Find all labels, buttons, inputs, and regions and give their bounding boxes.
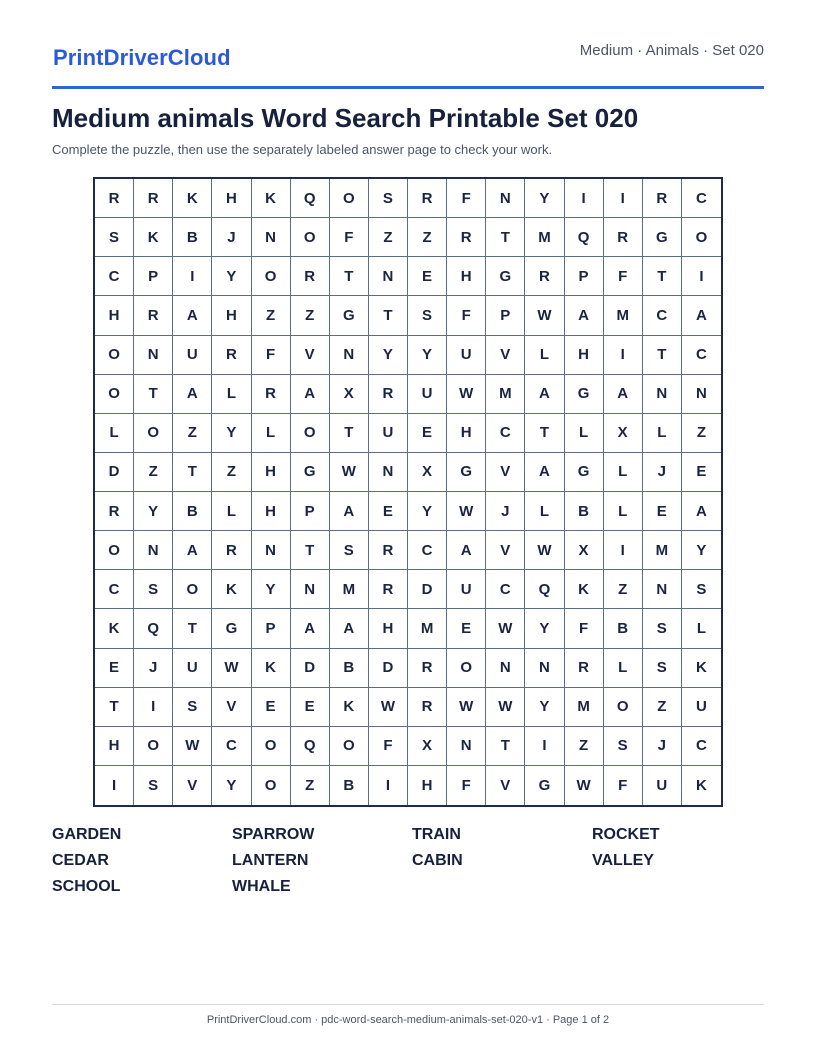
grid-cell[interactable]: L <box>565 414 604 453</box>
grid-cell[interactable]: M <box>565 688 604 727</box>
grid-cell[interactable]: R <box>95 492 134 531</box>
page-footer: PrintDriverCloud.com · pdc-word-search-medium-animals-set-020-v1 · Page 1 of 2 <box>206 1014 610 1026</box>
grid-cell[interactable]: W <box>565 766 604 805</box>
grid-cell[interactable]: Q <box>291 179 330 218</box>
grid-cell[interactable]: Z <box>252 296 291 335</box>
grid-cell[interactable]: Z <box>604 570 643 609</box>
grid-cell[interactable]: V <box>212 688 251 727</box>
grid-cell[interactable]: A <box>330 492 369 531</box>
grid-cell[interactable]: N <box>252 531 291 570</box>
grid-cell[interactable]: L <box>212 492 251 531</box>
grid-cell[interactable]: T <box>643 336 682 375</box>
grid-cell[interactable]: G <box>291 453 330 492</box>
grid-cell[interactable]: R <box>408 649 447 688</box>
grid-cell[interactable]: O <box>330 179 369 218</box>
puzzle-meta: Medium · Animals · Set 020 <box>579 42 764 59</box>
grid-cell[interactable]: G <box>447 453 486 492</box>
grid-cell[interactable]: X <box>408 727 447 766</box>
grid-cell[interactable]: U <box>447 570 486 609</box>
grid-cell[interactable]: L <box>604 453 643 492</box>
grid-cell[interactable]: X <box>408 453 447 492</box>
grid-cell[interactable]: G <box>330 296 369 335</box>
grid-cell[interactable]: E <box>408 257 447 296</box>
grid-cell[interactable]: Y <box>252 570 291 609</box>
grid-cell[interactable]: Y <box>134 492 173 531</box>
grid-cell[interactable]: Q <box>525 570 564 609</box>
grid-cell[interactable]: U <box>173 336 212 375</box>
grid-cell[interactable]: O <box>173 570 212 609</box>
grid-cell[interactable]: Z <box>643 688 682 727</box>
grid-cell[interactable]: R <box>212 531 251 570</box>
grid-cell[interactable]: S <box>95 218 134 257</box>
word-list-item: CEDAR <box>52 852 109 869</box>
grid-cell[interactable]: N <box>134 336 173 375</box>
grid-cell[interactable]: A <box>565 296 604 335</box>
grid-cell[interactable]: O <box>95 336 134 375</box>
grid-cell[interactable]: I <box>604 179 643 218</box>
grid-cell[interactable]: G <box>525 766 564 805</box>
grid-cell[interactable]: Z <box>291 296 330 335</box>
grid-cell[interactable]: P <box>291 492 330 531</box>
grid-cell[interactable]: E <box>408 414 447 453</box>
grid-cell[interactable]: M <box>604 296 643 335</box>
grid-cell[interactable]: M <box>486 375 525 414</box>
grid-cell[interactable]: H <box>408 766 447 805</box>
grid-cell[interactable]: P <box>134 257 173 296</box>
grid-cell[interactable]: E <box>369 492 408 531</box>
grid-cell[interactable]: O <box>291 414 330 453</box>
grid-cell[interactable]: W <box>486 609 525 648</box>
grid-cell[interactable]: V <box>486 453 525 492</box>
grid-cell[interactable]: L <box>682 609 721 648</box>
grid-cell[interactable]: D <box>95 453 134 492</box>
grid-cell[interactable]: R <box>565 649 604 688</box>
grid-cell[interactable]: F <box>565 609 604 648</box>
grid-cell[interactable]: R <box>369 531 408 570</box>
grid-cell[interactable]: R <box>134 296 173 335</box>
grid-cell[interactable]: K <box>173 179 212 218</box>
grid-cell[interactable]: B <box>173 218 212 257</box>
grid-cell[interactable]: U <box>408 375 447 414</box>
grid-cell[interactable]: S <box>369 179 408 218</box>
grid-cell[interactable]: I <box>682 257 721 296</box>
brand-logo: PrintDriverCloud <box>53 45 231 70</box>
grid-cell[interactable]: O <box>252 766 291 805</box>
word-list-item: SCHOOL <box>52 878 121 895</box>
grid-cell[interactable]: H <box>95 296 134 335</box>
grid-cell[interactable]: C <box>486 570 525 609</box>
grid-cell[interactable]: R <box>408 179 447 218</box>
grid-cell[interactable]: F <box>330 218 369 257</box>
grid-cell[interactable]: U <box>643 766 682 805</box>
grid-cell[interactable]: T <box>134 375 173 414</box>
grid-cell[interactable]: F <box>252 336 291 375</box>
grid-cell[interactable]: C <box>682 179 721 218</box>
grid-cell[interactable]: J <box>643 727 682 766</box>
grid-cell[interactable]: G <box>486 257 525 296</box>
grid-cell[interactable]: Q <box>565 218 604 257</box>
grid-cell[interactable]: H <box>447 414 486 453</box>
grid-cell[interactable]: N <box>682 375 721 414</box>
grid-cell[interactable]: R <box>134 179 173 218</box>
grid-cell[interactable]: U <box>447 336 486 375</box>
grid-cell[interactable]: O <box>252 727 291 766</box>
grid-cell[interactable]: I <box>565 179 604 218</box>
grid-cell[interactable]: Z <box>682 414 721 453</box>
grid-cell[interactable]: I <box>173 257 212 296</box>
grid-cell[interactable]: W <box>447 375 486 414</box>
grid-cell[interactable]: O <box>95 375 134 414</box>
grid-cell[interactable]: C <box>682 336 721 375</box>
grid-cell[interactable]: K <box>134 218 173 257</box>
grid-cell[interactable]: C <box>212 727 251 766</box>
grid-cell[interactable]: F <box>604 766 643 805</box>
grid-cell[interactable]: U <box>369 414 408 453</box>
grid-cell[interactable]: S <box>408 296 447 335</box>
grid-cell[interactable]: P <box>486 296 525 335</box>
grid-cell[interactable]: Y <box>212 257 251 296</box>
grid-cell[interactable]: C <box>408 531 447 570</box>
grid-cell[interactable]: G <box>565 453 604 492</box>
grid-cell[interactable]: C <box>95 570 134 609</box>
grid-cell[interactable]: T <box>330 257 369 296</box>
grid-cell[interactable]: W <box>369 688 408 727</box>
grid-cell[interactable]: F <box>369 727 408 766</box>
grid-cell[interactable]: H <box>447 257 486 296</box>
grid-cell[interactable]: A <box>173 296 212 335</box>
grid-cell[interactable]: R <box>525 257 564 296</box>
grid-cell[interactable]: W <box>173 727 212 766</box>
grid-cell[interactable]: W <box>525 296 564 335</box>
grid-cell[interactable]: A <box>330 609 369 648</box>
grid-cell[interactable]: N <box>643 375 682 414</box>
word-list-item: LANTERN <box>232 852 309 869</box>
grid-cell[interactable]: T <box>330 414 369 453</box>
grid-cell[interactable]: Z <box>369 218 408 257</box>
grid-cell[interactable]: T <box>173 609 212 648</box>
grid-cell[interactable]: C <box>682 727 721 766</box>
grid-cell[interactable]: B <box>565 492 604 531</box>
word-list-item: ROCKET <box>592 826 660 843</box>
grid-cell[interactable]: X <box>330 375 369 414</box>
grid-cell[interactable]: Z <box>565 727 604 766</box>
grid-cell[interactable]: L <box>95 414 134 453</box>
grid-cell[interactable]: M <box>408 609 447 648</box>
footer-divider <box>52 1004 764 1005</box>
word-list-item: GARDEN <box>52 826 122 843</box>
grid-cell[interactable]: S <box>134 766 173 805</box>
grid-cell[interactable]: L <box>643 414 682 453</box>
grid-cell[interactable]: S <box>330 531 369 570</box>
grid-cell[interactable]: W <box>486 688 525 727</box>
grid-cell[interactable]: G <box>565 375 604 414</box>
grid-cell[interactable]: Z <box>291 766 330 805</box>
grid-cell[interactable]: J <box>134 649 173 688</box>
grid-cell[interactable]: Y <box>212 414 251 453</box>
grid-cell[interactable]: G <box>643 218 682 257</box>
grid-cell[interactable]: O <box>291 218 330 257</box>
grid-cell[interactable]: K <box>212 570 251 609</box>
grid-cell[interactable]: A <box>525 453 564 492</box>
grid-cell[interactable]: N <box>252 218 291 257</box>
grid-cell[interactable]: A <box>682 296 721 335</box>
grid-cell[interactable]: V <box>173 766 212 805</box>
page-subtitle: Complete the puzzle, then use the separately labeled answer page to check your work. <box>52 142 553 157</box>
grid-cell[interactable]: N <box>291 570 330 609</box>
grid-cell[interactable]: I <box>95 766 134 805</box>
grid-cell[interactable]: U <box>173 649 212 688</box>
grid-cell[interactable]: L <box>212 375 251 414</box>
grid-cell[interactable]: O <box>447 649 486 688</box>
word-list-item: WHALE <box>232 878 291 895</box>
grid-cell[interactable]: S <box>682 570 721 609</box>
grid-cell[interactable]: D <box>408 570 447 609</box>
grid-cell[interactable]: R <box>291 257 330 296</box>
grid-cell[interactable]: S <box>173 688 212 727</box>
grid-cell[interactable]: Y <box>525 179 564 218</box>
grid-cell[interactable]: A <box>604 375 643 414</box>
grid-cell[interactable]: D <box>291 649 330 688</box>
grid-cell[interactable]: T <box>486 727 525 766</box>
grid-cell[interactable]: K <box>682 649 721 688</box>
grid-cell[interactable]: W <box>447 492 486 531</box>
grid-cell[interactable]: K <box>95 609 134 648</box>
grid-cell[interactable]: K <box>330 688 369 727</box>
grid-cell[interactable]: O <box>95 531 134 570</box>
grid-cell[interactable]: N <box>525 649 564 688</box>
grid-cell[interactable]: T <box>643 257 682 296</box>
grid-cell[interactable]: K <box>252 649 291 688</box>
grid-cell[interactable]: P <box>565 257 604 296</box>
grid-cell[interactable]: B <box>604 609 643 648</box>
grid-cell[interactable]: C <box>486 414 525 453</box>
grid-cell[interactable]: I <box>525 727 564 766</box>
grid-cell[interactable]: Y <box>408 492 447 531</box>
grid-cell[interactable]: E <box>447 609 486 648</box>
grid-cell[interactable]: H <box>252 453 291 492</box>
grid-cell[interactable]: A <box>525 375 564 414</box>
grid-cell[interactable]: B <box>330 649 369 688</box>
grid-cell[interactable]: Z <box>408 218 447 257</box>
grid-cell[interactable]: I <box>369 766 408 805</box>
grid-cell[interactable]: L <box>525 492 564 531</box>
grid-cell[interactable]: Y <box>408 336 447 375</box>
grid-cell[interactable]: O <box>252 257 291 296</box>
grid-cell[interactable]: X <box>604 414 643 453</box>
grid-cell[interactable]: O <box>330 727 369 766</box>
grid-cell[interactable]: A <box>291 375 330 414</box>
grid-cell[interactable]: M <box>643 531 682 570</box>
grid-cell[interactable]: H <box>95 727 134 766</box>
grid-cell[interactable]: A <box>291 609 330 648</box>
grid-cell[interactable]: E <box>252 688 291 727</box>
grid-cell[interactable]: Z <box>212 453 251 492</box>
grid-cell[interactable]: F <box>447 179 486 218</box>
grid-cell[interactable]: W <box>525 531 564 570</box>
grid-cell[interactable]: E <box>682 453 721 492</box>
grid-cell[interactable]: S <box>643 609 682 648</box>
word-list <box>52 826 768 896</box>
grid-cell[interactable]: O <box>134 727 173 766</box>
grid-cell[interactable]: I <box>604 531 643 570</box>
grid-cell[interactable]: N <box>369 257 408 296</box>
grid-cell[interactable]: R <box>408 688 447 727</box>
grid-cell[interactable]: W <box>212 649 251 688</box>
grid-cell[interactable]: H <box>252 492 291 531</box>
grid-cell[interactable]: R <box>252 375 291 414</box>
grid-cell[interactable]: C <box>643 296 682 335</box>
grid-cell[interactable]: Y <box>369 336 408 375</box>
grid-cell[interactable]: E <box>95 649 134 688</box>
grid-cell[interactable]: S <box>643 649 682 688</box>
grid-cell[interactable]: N <box>486 649 525 688</box>
grid-cell[interactable]: R <box>447 218 486 257</box>
grid-cell[interactable]: J <box>486 492 525 531</box>
grid-cell[interactable]: C <box>95 257 134 296</box>
grid-cell[interactable]: Y <box>682 531 721 570</box>
word-search-grid <box>93 177 723 807</box>
grid-cell[interactable]: A <box>173 531 212 570</box>
grid-cell[interactable]: R <box>95 179 134 218</box>
grid-cell[interactable]: A <box>682 492 721 531</box>
grid-cell[interactable]: M <box>330 570 369 609</box>
grid-cell[interactable]: T <box>369 296 408 335</box>
grid-cell[interactable]: R <box>212 336 251 375</box>
grid-cell[interactable]: T <box>486 218 525 257</box>
grid-cell[interactable]: I <box>134 688 173 727</box>
grid-cell[interactable]: O <box>134 414 173 453</box>
grid-cell[interactable]: S <box>134 570 173 609</box>
grid-cell[interactable]: S <box>604 727 643 766</box>
grid-cell[interactable]: L <box>604 492 643 531</box>
grid-cell[interactable]: F <box>447 766 486 805</box>
grid-cell[interactable]: T <box>291 531 330 570</box>
grid-cell[interactable]: V <box>291 336 330 375</box>
word-list-item: TRAIN <box>412 826 461 843</box>
grid-cell[interactable]: N <box>447 727 486 766</box>
grid-cell[interactable]: E <box>291 688 330 727</box>
grid-cell[interactable]: L <box>525 336 564 375</box>
grid-cell[interactable]: N <box>369 453 408 492</box>
grid-cell[interactable]: L <box>604 649 643 688</box>
grid-cell[interactable]: E <box>643 492 682 531</box>
grid-cell[interactable]: T <box>525 414 564 453</box>
word-list-item: VALLEY <box>592 852 654 869</box>
word-list-item: SPARROW <box>232 826 315 843</box>
grid-cell[interactable]: R <box>369 570 408 609</box>
grid-cell[interactable]: V <box>486 336 525 375</box>
grid-cell[interactable]: A <box>447 531 486 570</box>
grid-cell[interactable]: W <box>447 688 486 727</box>
grid-cell[interactable]: Y <box>525 688 564 727</box>
grid-cell[interactable]: J <box>212 218 251 257</box>
grid-cell[interactable]: D <box>369 649 408 688</box>
grid-cell[interactable]: R <box>604 218 643 257</box>
grid-cell[interactable]: V <box>486 766 525 805</box>
grid-cell[interactable]: X <box>565 531 604 570</box>
word-list-item: CABIN <box>412 852 463 869</box>
grid-cell[interactable]: F <box>447 296 486 335</box>
grid-cell[interactable]: G <box>212 609 251 648</box>
grid-cell[interactable]: M <box>525 218 564 257</box>
grid-cell[interactable]: Q <box>291 727 330 766</box>
grid-cell[interactable]: T <box>95 688 134 727</box>
grid-cell[interactable]: T <box>173 453 212 492</box>
grid-cell[interactable]: K <box>565 570 604 609</box>
grid-cell[interactable]: R <box>369 375 408 414</box>
grid-cell[interactable]: H <box>565 336 604 375</box>
grid-cell[interactable]: O <box>604 688 643 727</box>
grid-cell[interactable]: N <box>134 531 173 570</box>
grid-cell[interactable]: Z <box>134 453 173 492</box>
grid-cell[interactable]: F <box>604 257 643 296</box>
grid-cell[interactable]: B <box>330 766 369 805</box>
grid-cell[interactable]: A <box>173 375 212 414</box>
grid-cell[interactable]: N <box>330 336 369 375</box>
grid-cell[interactable]: V <box>486 531 525 570</box>
grid-cell[interactable]: Y <box>212 766 251 805</box>
grid-cell[interactable]: U <box>682 688 721 727</box>
grid-cell[interactable]: P <box>252 609 291 648</box>
grid-cell[interactable]: B <box>173 492 212 531</box>
grid-cell[interactable]: N <box>486 179 525 218</box>
grid-cell[interactable]: H <box>212 179 251 218</box>
grid-cell[interactable]: K <box>252 179 291 218</box>
grid-cell[interactable]: R <box>643 179 682 218</box>
grid-cell[interactable]: O <box>682 218 721 257</box>
grid-cell[interactable]: W <box>330 453 369 492</box>
grid-cell[interactable]: I <box>604 336 643 375</box>
grid-cell[interactable]: N <box>643 570 682 609</box>
grid-cell[interactable]: K <box>696 776 707 794</box>
grid-cell[interactable]: Y <box>525 609 564 648</box>
grid-cell[interactable]: J <box>643 453 682 492</box>
grid-cell[interactable]: H <box>369 609 408 648</box>
grid-cell[interactable]: L <box>252 414 291 453</box>
page-title: Medium animals Word Search Printable Set 020 <box>52 103 639 133</box>
grid-cell[interactable]: Z <box>173 414 212 453</box>
page-header <box>52 36 764 89</box>
grid-cell[interactable]: Q <box>134 609 173 648</box>
grid-cell[interactable]: H <box>212 296 251 335</box>
